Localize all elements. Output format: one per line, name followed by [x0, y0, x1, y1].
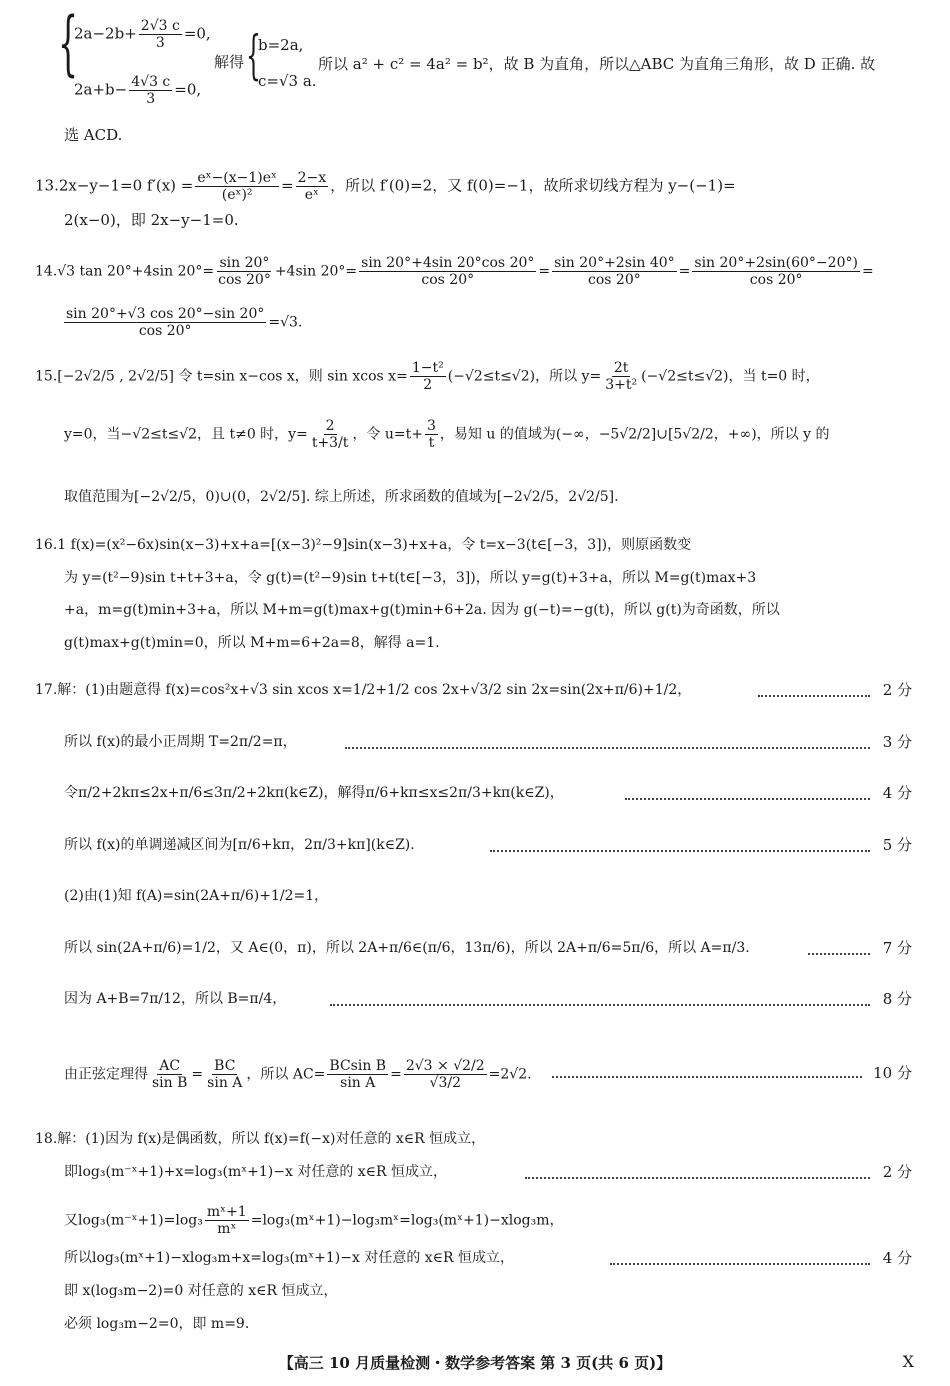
q16-line-2: 为 y=(t²−9)sin t+t+3+a，令 g(t)=(t²−9)sin t+t(t∈[−3，3])，所以 y=g(t)+3+a，所以 M=g(t)max+3 — [64, 570, 757, 586]
q17-line-6: 所以 sin(2A+π/6)=1/2，又 A∈(0，π)，所以 2A+π/6∈(π/6，13π/6)，所以 2A+π/6=5π/6，所以 A=π/3. — [64, 940, 750, 956]
q18-line-6: 必须 log₃m−2=0，即 m=9. — [64, 1316, 250, 1332]
q14-line-2: $\frac{\sin 20^\circ+√3 \cos 20^\circ-\sin 20^\circ}{\cos 20^\circ}$ =√3. — [66, 306, 303, 340]
q12-conclusion: 所以 a² + c² = 4a² = b²，故 B 为直角，所以△ABC 为直角三角形，故 D 正确. 故 — [318, 55, 876, 73]
q14-line-1: 14.√3 tan 20°+4sin 20°= $\frac{\sin 20^\circ}{\cos 20^\circ}$ +4sin 20°= $\frac{\sin 20^\circ+4\sin 20^\circ\cos 20^\circ}{\cos 20^\circ}$ = $\frac{\sin 20^\circ+2\sin 40^\circ}{\cos 20^\circ}$ = $\frac{\sin 20^\circ+2\sin(60^\circ-20^\circ)}{\cos 20^\circ}$ = — [35, 255, 874, 289]
dot-leader — [490, 850, 870, 852]
q17-line-5: (2)由(1)知 f(A)=sin(2A+π/6)+1/2=1， — [64, 888, 329, 904]
score-label: 2 分 — [882, 1163, 912, 1181]
score-label: 5 分 — [882, 836, 912, 854]
q12-equation-1: 2a−2b+ $\frac{2√3 c}{3}$ =0, — [74, 18, 211, 52]
q13-line-1: 13.2x−y−1=0 f′(x) = $\frac{\text{eˣ−(x−1)eˣ}}{\text{(eˣ)²}}$ = $\frac{2-x}{\text{eˣ}}$ ，所以 f′(0)=2，又 f(0)=−1，故所求切线方程为 y−(−1)= — [35, 170, 736, 204]
q17-line-7: 因为 A+B=7π/12，所以 B=π/4， — [64, 991, 287, 1007]
q15-line-3: 取值范围为[−2√2/5，0)∪(0，2√2/5]. 综上所述，所求函数的值域为[−2√2/5，2√2/5]. — [64, 489, 619, 505]
q18-line-3: 又log₃(m⁻ˣ+1)=log₃ $\frac{\text{mˣ+1}}{\text{mˣ}}$ =log₃(mˣ+1)−log₃mˣ=log₃(mˣ+1)−xlog₃m， — [64, 1204, 564, 1238]
q13-line-2: 2(x−0)，即 2x−y−1=0. — [64, 211, 239, 229]
left-brace: { — [58, 2, 79, 84]
score-label: 3 分 — [882, 733, 912, 751]
dot-leader — [610, 1263, 870, 1265]
score-label: 2 分 — [882, 681, 912, 699]
page-footer: 【高三 10 月质量检测・数学参考答案 第 3 页(共 6 页)】 — [278, 1354, 672, 1372]
q17-line-8: 由正弦定理得 $\frac{AC}{\text{sin B}}$ = $\frac{BC}{\text{sin A}}$ ，所以 AC= $\frac{\text{BCsin B}}{\text{sin A}}$ = $\frac{2√3 \times √2/2}{√3/2}$ =2√2. — [64, 1058, 532, 1092]
right-brace: { — [246, 26, 261, 86]
q17-line-1: 17.解：(1)由题意得 f(x)=cos²x+√3 sin xcos x=1/2+1/2 cos 2x+√3/2 sin 2x=sin(2x+π/6)+1/2， — [35, 682, 692, 698]
dot-leader — [330, 1004, 870, 1006]
footer-mark: X — [902, 1352, 914, 1371]
q17-line-2: 所以 f(x)的最小正周期 T=2π/2=π， — [64, 734, 297, 750]
q16-line-4: g(t)max+g(t)min=0，所以 M+m=6+2a=8，解得 a=1. — [64, 635, 440, 651]
score-label: 8 分 — [882, 990, 912, 1008]
q18-line-2: 即log₃(m⁻ˣ+1)+x=log₃(mˣ+1)−x 对任意的 x∈R 恒成立， — [64, 1164, 448, 1180]
score-label: 4 分 — [882, 1249, 912, 1267]
q15-line-1: 15.[−2√2/5 , 2√2/5] 令 t=sin x−cos x，则 sin xcos x= $\frac{\text{1−t²}}{2}$ (−√2≤t≤√2)，所以 y= $\frac{2t}{\text{3+t²}}$ (−√2≤t≤√2)，当 t=0 时， — [35, 360, 820, 394]
q12-solution-c: c=√3 a. — [258, 72, 317, 90]
dot-leader — [758, 695, 870, 697]
dot-leader — [345, 747, 870, 749]
q12-solution-b: b=2a, — [258, 36, 304, 54]
q15-line-2: y=0，当−√2≤t≤√2，且 t≠0 时，y= $\frac{2}{t+3/t}$ ，令 u=t+ $\frac{3}{t}$ ，易知 u 的值域为(−∞，−5√2/2]∪[5√2/2，+∞)，所以 y 的 — [64, 418, 830, 452]
q12-equation-2: 2a+b− $\frac{4√3 c}{3}$ =0, — [74, 74, 202, 108]
dot-leader — [525, 1177, 870, 1179]
q17-line-4: 所以 f(x)的单调递减区间为[π/6+kπ，2π/3+kπ](k∈Z). — [64, 837, 415, 853]
dot-leader — [808, 953, 870, 955]
q18-line-5: 即 x(log₃m−2)=0 对任意的 x∈R 恒成立， — [64, 1283, 338, 1299]
q16-line-1: 16.1 f(x)=(x²−6x)sin(x−3)+x+a=[(x−3)²−9]sin(x−3)+x+a，令 t=x−3(t∈[−3，3])，则原函数变 — [35, 537, 692, 553]
q12-solve-label: 解得 — [214, 53, 245, 71]
dot-leader — [552, 1076, 862, 1078]
q12-answer: 选 ACD. — [64, 126, 123, 144]
score-label: 4 分 — [882, 784, 912, 802]
q16-line-3: +a，m=g(t)min+3+a，所以 M+m=g(t)max+g(t)min+6+2a. 因为 g(−t)=−g(t)，所以 g(t)为奇函数，所以 — [64, 602, 780, 618]
q17-line-3: 令π/2+2kπ≤2x+π/6≤3π/2+2kπ(k∈Z)，解得π/6+kπ≤x≤2π/3+kπ(k∈Z)， — [64, 785, 564, 801]
dot-leader — [625, 798, 870, 800]
q18-line-4: 所以log₃(mˣ+1)−xlog₃m+x=log₃(mˣ+1)−x 对任意的 x∈R 恒成立， — [64, 1250, 515, 1266]
score-label: 10 分 — [873, 1064, 912, 1082]
score-label: 7 分 — [882, 939, 912, 957]
q18-line-1: 18.解：(1)因为 f(x)是偶函数，所以 f(x)=f(−x)对任意的 x∈R 恒成立， — [35, 1131, 486, 1147]
